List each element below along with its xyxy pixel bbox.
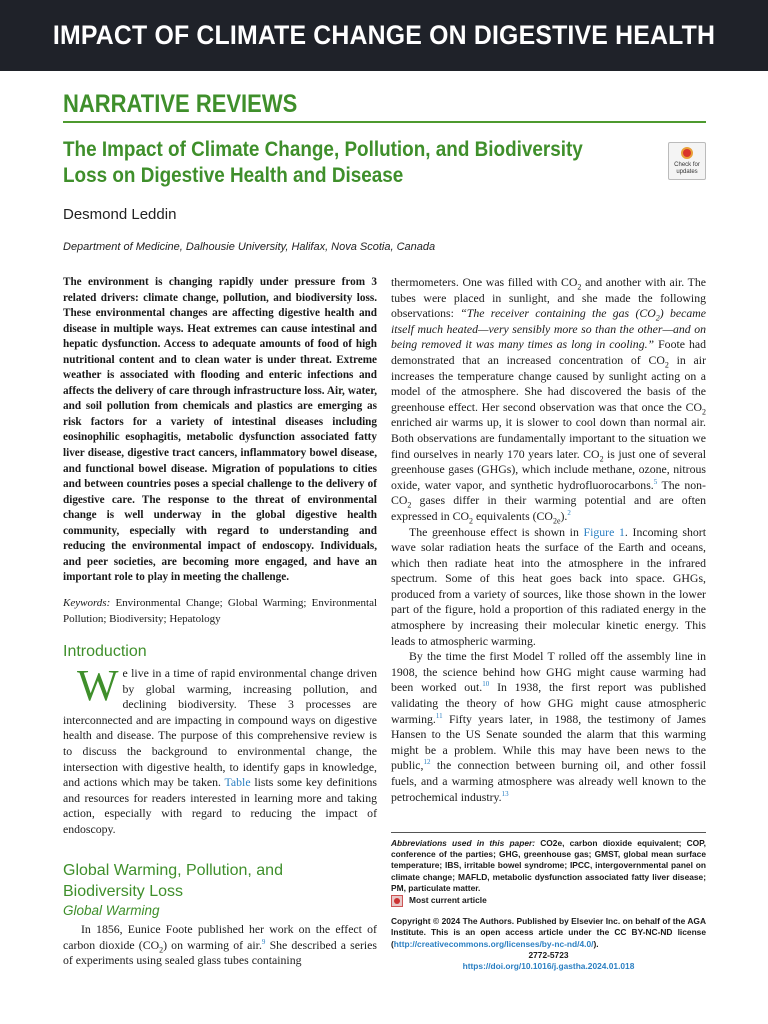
copyright-text-end: ). <box>593 938 599 949</box>
text-run: ). <box>560 508 568 523</box>
ref-link[interactable]: 2 <box>567 508 571 517</box>
text-run: gases differ in their warming potential and are often expressed in CO <box>391 493 706 523</box>
journal-banner <box>0 0 768 71</box>
footnote-divider <box>391 832 706 833</box>
section-divider <box>63 121 706 123</box>
gw-heading-line-2: Biodiversity Loss <box>63 883 184 900</box>
check-updates-icon <box>681 147 693 159</box>
author-name: Desmond Leddin <box>63 206 177 223</box>
article-title <box>63 137 663 189</box>
section-label: NARRATIVE REVIEWS <box>63 90 298 118</box>
ref-link[interactable]: 13 <box>501 789 509 798</box>
text-run: By the time the first Model T rolled off the assembly line in 1908, the science behind how GHG might cause warming had been worked out. <box>391 649 706 695</box>
text-run: equivalents (CO <box>475 508 553 523</box>
subscript: 2 <box>468 516 473 526</box>
gw-subheading: Global Warming <box>63 903 160 918</box>
keywords-label: Keywords: <box>63 597 111 609</box>
text-run: In 1938, the first report was published validating the theory of how GHG might cause atmospheric warming. <box>391 680 706 726</box>
text-run: the connection between burning oil, and other fossil fuels, and a warming atmosphere was already well known to the petrochemical industry. <box>391 758 706 804</box>
text-run: enriched air warms up, it is slower to cool down than normal air. Both observations are fundamentally important to the situation we find ourselves in nearly 170 years later. CO <box>391 415 706 461</box>
gw-heading-line-1: Global Warming, Pollution, and <box>63 862 283 879</box>
badge-text <box>669 162 705 175</box>
banner-title: IMPACT OF CLIMATE CHANGE ON DIGESTIVE HEALTH <box>52 20 716 50</box>
ref-link[interactable]: 10 <box>482 680 490 689</box>
subscript: 2 <box>599 453 604 463</box>
subscript: 2e <box>552 516 561 526</box>
most-current-icon <box>391 895 403 907</box>
ref-link[interactable]: 12 <box>423 758 431 767</box>
ref-link[interactable]: 11 <box>435 711 443 720</box>
subscript: 2 <box>159 944 164 954</box>
text-run: thermometers. One was filled with CO <box>391 275 578 289</box>
abbrev-label: Abbreviations used in this paper: <box>391 838 536 848</box>
text-run: The non-CO <box>391 477 706 508</box>
subscript: 2 <box>407 500 412 510</box>
ref-link[interactable]: 9 <box>261 937 266 946</box>
gw-text-a: In 1856, Eunice Foote published her work on the effect of carbon dioxide (CO <box>63 922 377 952</box>
table-link[interactable]: Table <box>224 775 251 790</box>
ref-link[interactable]: 5 <box>653 477 658 486</box>
doi-link[interactable]: https://doi.org/10.1016/j.gastha.2024.01.018 <box>462 961 635 972</box>
keywords-text: Environmental Change; Global Warming; Environmental Pollution; Biodiversity; Hepatology <box>63 597 378 625</box>
title-line-1: The Impact of Climate Change, Pollution, and Biodiversity <box>63 138 583 161</box>
abbrev-text: CO2e, carbon dioxide equivalent; COP, conference of the parties; GHG, greenhouse gas; GMST, global mean surface temperature; IBS, irritable bowel syndrome; IPCC, intergovernmental panel on climate change; MAFLD, metabolic dysfunction associated fatty liver disease; PM, particulate matter. <box>391 838 706 893</box>
issn: 2772-5723 <box>528 949 569 960</box>
gw-text-c: She described a series of experiments using sealed glass tubes containing <box>63 937 377 968</box>
subscript: 2 <box>664 360 669 370</box>
quote-run: “The receiver containing the gas (CO <box>460 306 656 321</box>
text-run: Foote had demonstrated that an increased concentration of CO <box>391 337 706 367</box>
author-affiliation: Department of Medicine, Dalhousie University, Halifax, Nova Scotia, Canada <box>63 241 436 253</box>
right-column <box>391 275 706 805</box>
license-link[interactable]: http://creativecommons.org/licenses/by-nc-nd/4.0/ <box>393 938 594 949</box>
dropcap: W <box>77 661 119 710</box>
subscript: 2 <box>577 282 582 292</box>
gw-text-b: ) on warming of air. <box>163 937 262 952</box>
abbreviations-footnote <box>391 838 706 894</box>
intro-text-b: lists some key definitions and resources for readers interested in learning more and taking action, especially with regard to reducing the impact of endoscopy. <box>63 775 377 836</box>
subscript: 2 <box>655 313 660 323</box>
figure-1-link[interactable]: Figure 1 <box>583 524 625 539</box>
gw-body <box>63 922 377 969</box>
title-line-2: Loss on Digestive Health and Disease <box>63 164 404 187</box>
text-run: Fifty years later, in 1988, the testimony of James Hansen to the US Senate sounded the alarm that this warming might be a problem. While this may have been news to the public, <box>391 711 706 773</box>
text-run: The greenhouse effect is shown in <box>409 524 579 539</box>
copyright-block <box>391 916 706 972</box>
most-current-label: Most current article <box>409 895 487 906</box>
text-run: is just one of several greenhouse gases (GHGs), which include methane, ozone, nitrous oxide, water vapor, and synthetic hydrofluorocarbons. <box>391 446 706 492</box>
keywords <box>63 596 377 627</box>
intro-body <box>63 661 377 838</box>
intro-heading: Introduction <box>63 643 147 660</box>
badge-line-1: Check for <box>674 162 700 168</box>
text-run: and another with air. The tubes were placed in sunlight, and she made the following observations: <box>391 275 706 321</box>
copyright-text: Copyright © 2024 The Authors. Published by Elsevier Inc. on behalf of the AGA Institute. This is an open access article under the CC BY-NC-ND license ( <box>391 916 706 949</box>
text-run: . Incoming short wave solar radiation heats the surface of the Earth and oceans, which then radiate heat into the atmosphere in the infrared spectrum. Some of this heat goes back into space. GHGs, produced from a variety of sources, like those shown in the lower part of the figure, hold a proportion of this radiated energy in the atmosphere by increasing their molecular kinetic energy. This leads to atmospheric warming. <box>391 524 707 648</box>
most-current-article[interactable] <box>391 895 487 907</box>
intro-text-a: e live in a time of rapid environmental change driven by global warming, increasing pollution, and declining biodiversity. These 3 processes are interconnected and are impacting in compound ways on digestive health and disease. The purpose of this comprehensive review is to discuss the background to environmental change, the intersection with digestive health, to identify gaps in knowledge, and actions which may be taken. <box>63 666 377 790</box>
check-for-updates-badge[interactable] <box>668 142 706 180</box>
subscript: 2 <box>702 407 706 417</box>
abstract: The environment is changing rapidly under pressure from 3 related drivers: climate change, pollution, and biodiversity loss. These environmental changes are affecting digestive health and disease in multiple ways. Heat extremes can cause intestinal and hepatic dysfunction. Access to adequate amounts of food of high nutritional content and to clean water is under threat. Extreme weather is associated with flooding and enteric infections and affects the delivery of care through infrastructure loss. Air, water, and soil pollution from chemicals and plastics are emerging as risk factors for a variety of intestinal diseases including eosinophilic esophagitis, metabolic dysfunction associated fatty liver disease, digestive tract cancers, inflammatory bowel disease, and functional bowel disease. Migration of populations to cities and between countries poses a special challenge to the delivery of digestive care. The response to the threat of environmental change is well underway in the global digestive health community, especially with regard to understanding and reducing the environmental impact of endoscopy. Individuals, and peer societies, are becoming more engaged, and have an important role to play in meeting the challenge. <box>63 276 377 584</box>
quote-run: ) became itself much heated—very sensibly more so than the other—and on being removed it was many times as long in cooling.” <box>391 306 707 352</box>
gw-heading <box>63 860 283 902</box>
text-run: in air increases the temperature change caused by sunlight acting on a model of the atmosphere. She had discovered the basis of the greenhouse effect. Her second observation was that once the CO <box>391 352 706 414</box>
badge-line-2: updates <box>676 168 698 175</box>
